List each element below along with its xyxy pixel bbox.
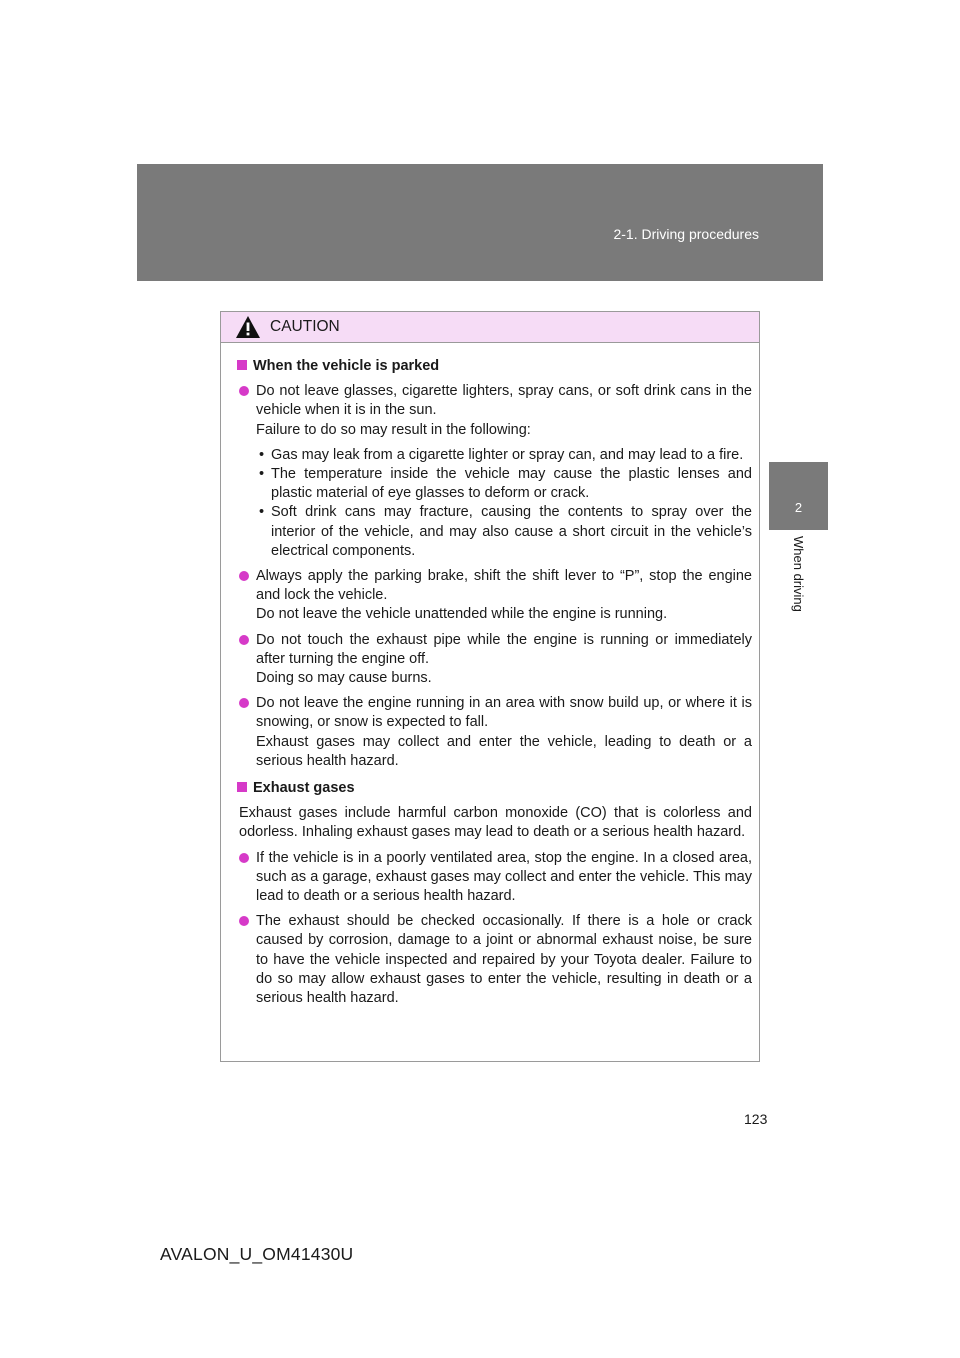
chapter-label-tab (769, 530, 828, 627)
square-bullet-icon (237, 782, 247, 792)
bullet-ventilated-area: If the vehicle is in a poorly ventilated area, stop the engine. In a closed area, such as a garage, exhaust gases may collect and enter the vehicle. This may lead to death or a serious health hazard. (237, 849, 752, 907)
chapter-number: 2 (794, 500, 803, 515)
caution-title: CAUTION (270, 318, 340, 335)
circle-bullet-icon (239, 386, 249, 396)
bullet-exhaust-pipe: Do not touch the exhaust pipe while the engine is running or immediately after turning the engine off. Doing so may cause burns. (237, 631, 752, 689)
exhaust-intro: Exhaust gases include harmful carbon monoxide (CO) that is colorless and odorless. Inhaling exhaust gases may lead to death or a serious health hazard. (239, 805, 752, 841)
circle-bullet-icon (239, 635, 249, 645)
sub-bullet-list (237, 446, 752, 561)
circle-bullet-icon (239, 853, 249, 863)
list-item: • The temperature inside the vehicle may cause the plastic lenses and plastic material of eye glasses to deform or crack. (259, 466, 752, 502)
bullet-glasses-lighters: Do not leave glasses, cigarette lighters, spray cans, or soft drink cans in the vehicle when it is in the sun. Failure to do so may result in the following: (237, 382, 752, 440)
header-band (137, 164, 823, 281)
subheading-exhaust: Exhaust gases (237, 779, 752, 798)
list-item: • Gas may leak from a cigarette lighter or spray can, and may lead to a fire. (259, 446, 744, 463)
bullet-exhaust-check: The exhaust should be checked occasionally. If there is a hole or crack caused by corrosion, damage to a joint or abnormal exhaust noise, be sure to have the vehicle inspected and repaired by your Toyota dealer. Failure to do so may allow exhaust gases to enter the vehicle, resulting in death or a serious health hazard. (237, 912, 752, 1008)
page-number: 123 (744, 1111, 768, 1127)
chapter-tab (769, 462, 828, 530)
warning-triangle-icon (235, 315, 261, 339)
caution-box (220, 311, 760, 1062)
caution-body (221, 343, 759, 1008)
square-bullet-icon (237, 360, 247, 370)
subheading-parked: When the vehicle is parked (237, 357, 752, 376)
caution-header (221, 312, 759, 343)
circle-bullet-icon (239, 698, 249, 708)
circle-bullet-icon (239, 571, 249, 581)
bullet-parking-brake: Always apply the parking brake, shift the shift lever to “P”, stop the engine and lock the vehicle. Do not leave the vehicle unattended while the engine is running. (237, 567, 752, 625)
footer-code: AVALON_U_OM41430U (160, 1244, 354, 1264)
list-item: • Soft drink cans may fracture, causing the contents to spray over the interior of the vehicle, and may also cause a short circuit in the vehicle’s electrical components. (259, 504, 752, 559)
section-title: 2-1. Driving procedures (613, 226, 759, 242)
chapter-label: When driving (791, 536, 806, 612)
circle-bullet-icon (239, 916, 249, 926)
bullet-snow: Do not leave the engine running in an area with snow build up, or where it is snowing, or snow is expected to fall. Exhaust gases may collect and enter the vehicle, leading to death or a serious health hazard. (237, 694, 752, 771)
